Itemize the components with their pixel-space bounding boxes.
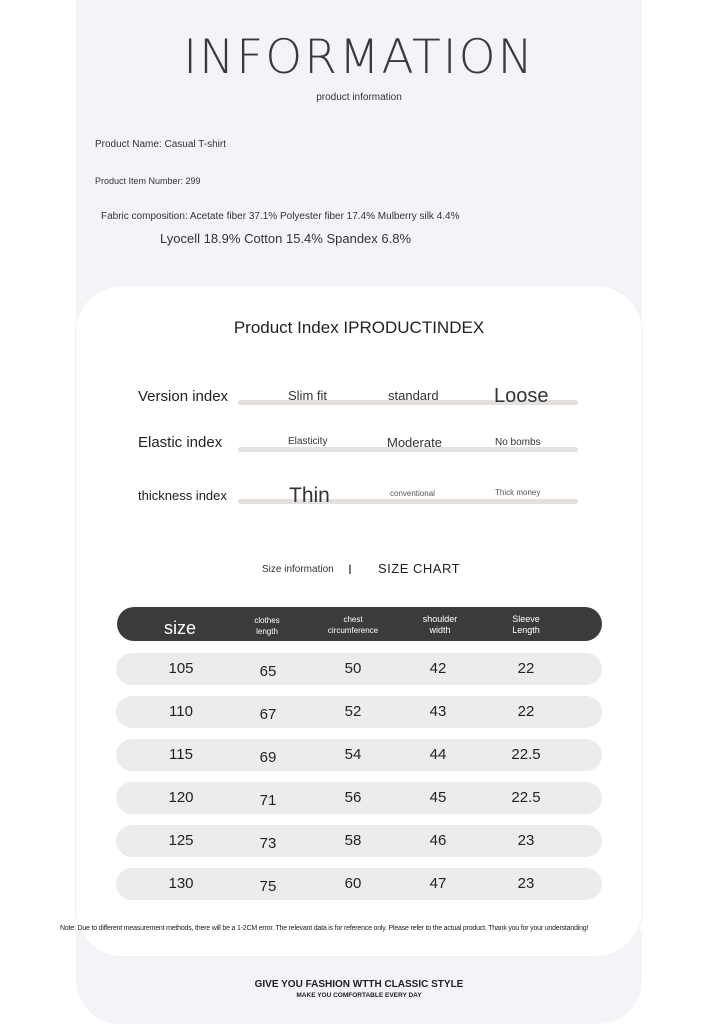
footer-slogan: GIVE YOU FASHION WTTH CLASSIC STYLE	[254, 979, 464, 990]
cell-shoulder: 46	[429, 832, 447, 849]
table-row	[116, 825, 602, 857]
cell-chest: 60	[344, 875, 362, 892]
size-chart-heading: SIZE CHART	[378, 561, 461, 576]
footer-tagline: MAKE YOU COMFORTABLE EVERY DAY	[296, 992, 422, 999]
table-row	[116, 782, 602, 814]
elastic-option-elasticity: Elasticity	[288, 436, 328, 447]
elastic-index-label: Elastic index	[138, 434, 223, 451]
measurement-note: Note: Due to different measurement methods, there will be a 1-2CM error. The relevant data is for reference only. Please refer to the actual product. Thank you for your understanding!	[60, 925, 589, 932]
cell-size: 110	[169, 703, 193, 720]
cell-shoulder: 43	[429, 703, 447, 720]
cell-size: 125	[168, 832, 194, 849]
elastic-option-no-bombs: No bombs	[495, 437, 541, 448]
column-header-clothes-length: clothes length	[254, 616, 280, 636]
product-item-number: Product Item Number: 299	[95, 176, 201, 186]
cell-shoulder: 47	[429, 875, 447, 892]
version-option-standard: standard	[388, 388, 439, 403]
thickness-index-label: thickness index	[138, 488, 227, 503]
thickness-option-thin: Thin	[289, 484, 330, 507]
column-header-size: size	[163, 618, 196, 638]
page-title: INFORMATION	[183, 30, 535, 85]
size-heading-separator: I	[348, 561, 352, 577]
table-row	[116, 739, 602, 771]
cell-chest: 52	[344, 703, 362, 720]
cell-size: 120	[168, 789, 194, 806]
cell-sleeve: 22	[517, 703, 535, 720]
product-name: Product Name: Casual T-shirt	[95, 139, 226, 150]
version-option-loose: Loose	[494, 385, 549, 407]
table-row	[116, 696, 602, 728]
cell-sleeve: 23	[517, 875, 535, 892]
cell-shoulder: 45	[429, 789, 447, 806]
elastic-option-moderate: Moderate	[387, 435, 442, 450]
table-row	[116, 653, 602, 685]
column-header-chest-circumference: chest circumference	[327, 615, 379, 635]
index-title: Product Index IPRODUCTINDEX	[233, 318, 485, 337]
cell-size: 130	[168, 875, 194, 892]
fabric-composition-line2: Lyocell 18.9% Cotton 15.4% Spandex 6.8%	[160, 231, 412, 246]
cell-shoulder: 42	[429, 660, 447, 677]
column-header-sleeve-length: Sleeve Length	[512, 614, 540, 635]
cell-clothes-length: 75	[259, 878, 277, 895]
version-option-slim-fit: Slim fit	[288, 388, 327, 403]
thickness-option-conventional: conventional	[390, 489, 435, 498]
cell-clothes-length: 67	[259, 706, 277, 723]
cell-clothes-length: 69	[259, 749, 277, 766]
page-subtitle: product information	[316, 92, 402, 103]
cell-clothes-length: 71	[259, 792, 277, 809]
cell-sleeve: 22	[517, 660, 535, 677]
cell-shoulder: 44	[429, 746, 447, 763]
cell-size: 105	[168, 660, 194, 677]
fabric-composition-line1: Fabric composition: Acetate fiber 37.1% Polyester fiber 17.4% Mulberry silk 4.4%	[101, 211, 460, 222]
size-table-header	[117, 607, 602, 641]
cell-clothes-length: 65	[259, 663, 277, 680]
thickness-option-thick-money: Thick money	[495, 488, 541, 497]
version-index-label: Version index	[138, 388, 229, 405]
cell-sleeve: 22.5	[511, 746, 541, 763]
cell-chest: 54	[344, 746, 362, 763]
size-information-caption: Size information	[262, 564, 334, 575]
cell-clothes-length: 73	[259, 835, 277, 852]
cell-chest: 58	[344, 832, 362, 849]
cell-sleeve: 23	[517, 832, 535, 849]
column-header-shoulder-width: shoulder width	[422, 614, 458, 635]
cell-size: 115	[169, 746, 193, 763]
cell-sleeve: 22.5	[511, 789, 541, 806]
cell-chest: 56	[344, 789, 362, 806]
table-row	[116, 868, 602, 900]
cell-chest: 50	[344, 660, 362, 677]
